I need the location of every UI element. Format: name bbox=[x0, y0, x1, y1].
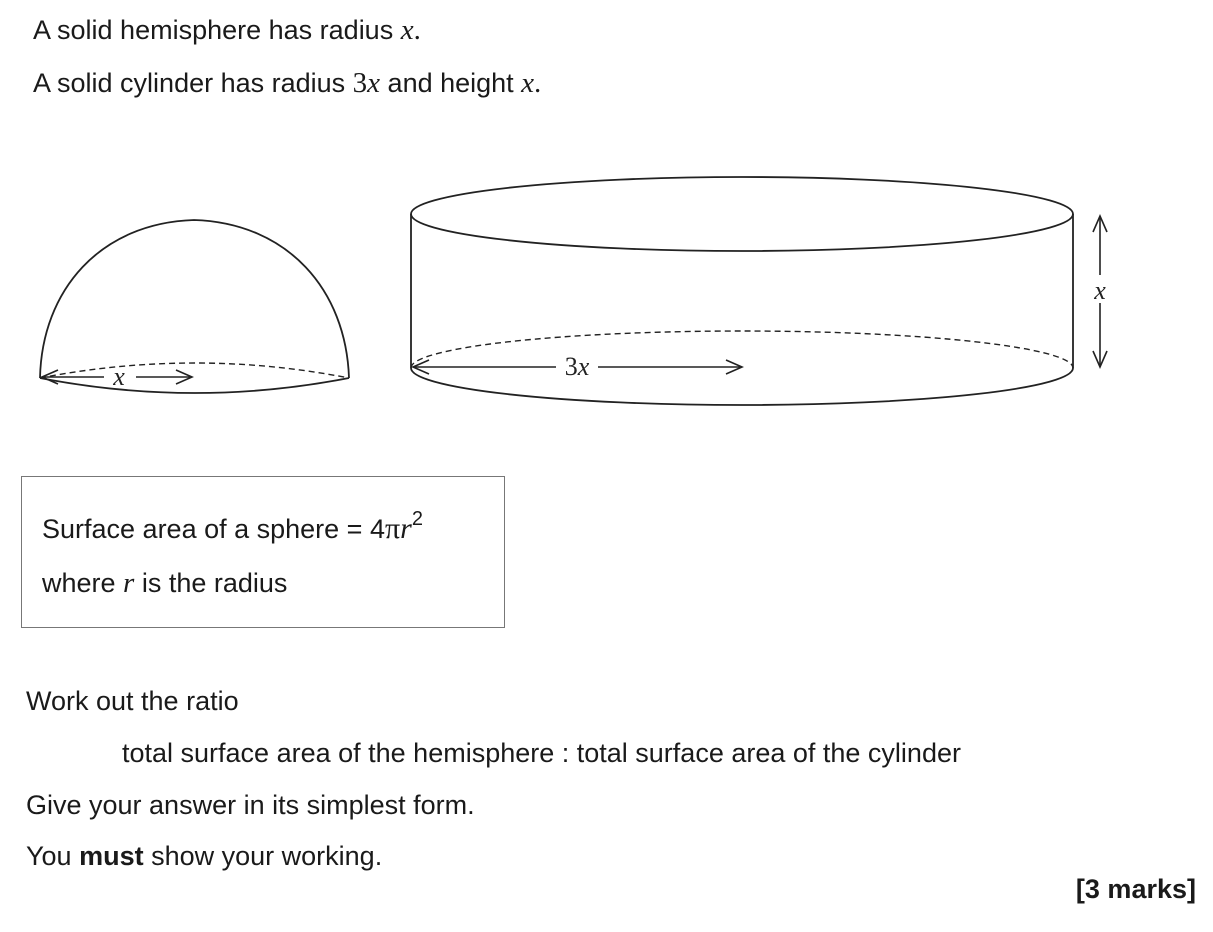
pi-symbol: π bbox=[384, 512, 401, 545]
cylinder-radius-coefficient: 3 bbox=[352, 67, 368, 99]
hemisphere-dome bbox=[40, 220, 349, 378]
question-instruction: Work out the ratio bbox=[26, 686, 239, 716]
cylinder-base-back bbox=[411, 331, 1073, 368]
hemisphere-radius-label: x bbox=[113, 362, 125, 391]
sphere-area-formula bbox=[42, 508, 423, 546]
simplest-form-instruction: Give your answer in its simplest form. bbox=[26, 790, 475, 820]
cylinder-base-front bbox=[411, 368, 1073, 405]
radius-variable: r bbox=[123, 567, 135, 599]
marks-label: [3 marks] bbox=[1075, 874, 1196, 904]
definition-prefix: where bbox=[42, 568, 124, 598]
hemisphere-shape bbox=[40, 220, 349, 393]
must-emphasis: must bbox=[79, 841, 144, 871]
statement-period: . bbox=[534, 67, 542, 99]
statement-period: . bbox=[413, 14, 421, 46]
cylinder-height-label: x bbox=[1094, 276, 1106, 305]
formula-box bbox=[21, 476, 505, 628]
cylinder-top-ellipse bbox=[411, 177, 1073, 251]
hemisphere-base-front bbox=[40, 378, 349, 393]
formula-text: Surface area of a sphere = 4 bbox=[42, 514, 385, 544]
radius-definition bbox=[42, 567, 287, 600]
cylinder-height-variable: x bbox=[521, 67, 535, 99]
cylinder-statement-middle: and height bbox=[380, 68, 522, 98]
cylinder-shape bbox=[411, 177, 1100, 405]
cylinder-radius-variable: x bbox=[367, 67, 381, 99]
working-instruction bbox=[26, 841, 382, 872]
cylinder-statement-text: A solid cylinder has radius bbox=[33, 68, 353, 98]
hemisphere-radius-variable: x bbox=[400, 14, 414, 46]
ratio-statement: total surface area of the hemisphere : total surface area of the cylinder bbox=[122, 738, 961, 768]
radius-variable: r bbox=[400, 512, 412, 545]
working-prefix: You bbox=[26, 841, 80, 871]
definition-suffix: is the radius bbox=[134, 568, 288, 598]
figure-diagram bbox=[0, 160, 1213, 420]
working-suffix: show your working. bbox=[143, 841, 383, 871]
hemisphere-base-back bbox=[40, 363, 349, 378]
cylinder-statement bbox=[33, 67, 541, 100]
cylinder-radius-label: 3x bbox=[564, 352, 590, 381]
hemisphere-statement bbox=[33, 14, 421, 47]
formula-exponent: 2 bbox=[411, 508, 423, 530]
hemisphere-statement-text: A solid hemisphere has radius bbox=[33, 15, 401, 45]
